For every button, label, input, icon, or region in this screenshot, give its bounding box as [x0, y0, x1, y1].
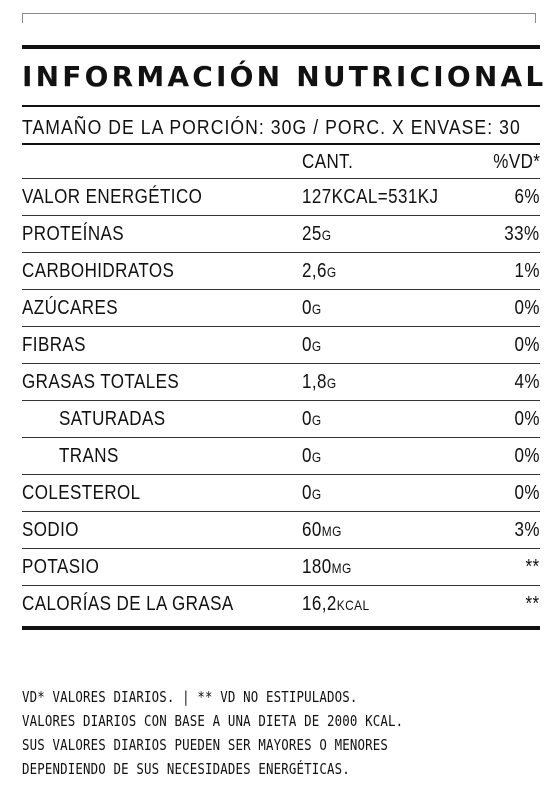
label-frame-top: [22, 13, 536, 23]
nutrient-amount: 180MG: [302, 556, 352, 578]
nutrient-name: FIBRAS: [22, 334, 86, 356]
nutrient-row: [22, 290, 540, 327]
nutrient-subrow: [22, 438, 540, 475]
footnote-line: VALORES DIARIOS CON BASE A UNA DIETA DE 2000 KCAL.: [22, 712, 404, 730]
nutrient-row: [22, 549, 540, 586]
nutrient-amount: 2,6G: [302, 260, 337, 282]
nutrient-dv: 0%: [514, 445, 540, 467]
nutrient-amount: 16,2KCAL: [302, 593, 370, 615]
dv-column-header: %VD*: [492, 151, 540, 173]
nutrient-amount: 0G: [302, 297, 322, 319]
table-bottom-rule: [22, 626, 540, 630]
nutrient-dv: 0%: [514, 408, 540, 430]
nutrient-name: GRASAS TOTALES: [22, 371, 180, 393]
nutrient-row: [22, 586, 540, 623]
nutrient-name: CARBOHIDRATOS: [22, 260, 175, 282]
nutrient-dv: 6%: [514, 186, 540, 208]
footnote-line: VD* VALORES DIARIOS. | ** VD NO ESTIPULADOS.: [22, 688, 358, 706]
nutrient-amount: 0G: [302, 408, 322, 430]
nutrient-row: [22, 327, 540, 364]
nutrient-dv: 0%: [514, 334, 540, 356]
nutrient-amount: 25G: [302, 223, 332, 245]
nutrient-dv: **: [525, 593, 540, 615]
label-title: INFORMACIÓN NUTRICIONAL: [22, 60, 547, 93]
serving-size: TAMAÑO DE LA PORCIÓN: 30G / PORC. X ENVASE: 30: [22, 117, 521, 139]
top-rule: [22, 45, 540, 49]
nutrient-dv: 33%: [504, 223, 540, 245]
amount-column-header: CANT.: [302, 151, 354, 173]
nutrient-name: COLESTEROL: [22, 482, 141, 504]
nutrient-row: [22, 253, 540, 290]
column-header-row: [22, 145, 540, 179]
nutrient-row: [22, 512, 540, 549]
nutrient-row: [22, 475, 540, 512]
nutrient-subrow: [22, 401, 540, 438]
nutrient-row: [22, 216, 540, 253]
nutrient-amount: 1,8G: [302, 371, 337, 393]
nutrient-name: TRANS: [59, 445, 119, 467]
nutrient-name: VALOR ENERGÉTICO: [22, 186, 203, 208]
nutrient-amount: 0G: [302, 482, 322, 504]
nutrient-amount: 60MG: [302, 519, 342, 541]
nutrient-dv: 1%: [514, 260, 540, 282]
nutrient-row: [22, 179, 540, 216]
nutrient-dv: 0%: [514, 297, 540, 319]
nutrient-row: [22, 364, 540, 401]
nutrient-dv: 0%: [514, 482, 540, 504]
nutrient-amount: 0G: [302, 334, 322, 356]
nutrient-name: PROTEÍNAS: [22, 223, 125, 245]
nutrient-dv: 3%: [514, 519, 540, 541]
nutrient-name: SATURADAS: [59, 408, 166, 430]
nutrient-name: POTASIO: [22, 556, 100, 578]
title-rule: [22, 105, 540, 107]
nutrient-amount: 0G: [302, 445, 322, 467]
footnote-line: DEPENDIENDO DE SUS NECESIDADES ENERGÉTICAS.: [22, 760, 350, 778]
nutrient-dv: 4%: [514, 371, 540, 393]
nutrient-name: CALORÍAS DE LA GRASA: [22, 593, 234, 615]
nutrient-amount: 127KCAL=531KJ: [302, 186, 439, 208]
footnote-line: SUS VALORES DIARIOS PUEDEN SER MAYORES O MENORES: [22, 736, 389, 754]
nutrient-name: AZÚCARES: [22, 297, 118, 319]
nutrient-dv: **: [525, 556, 540, 578]
footnote: [22, 685, 502, 781]
nutrient-name: SODIO: [22, 519, 79, 541]
